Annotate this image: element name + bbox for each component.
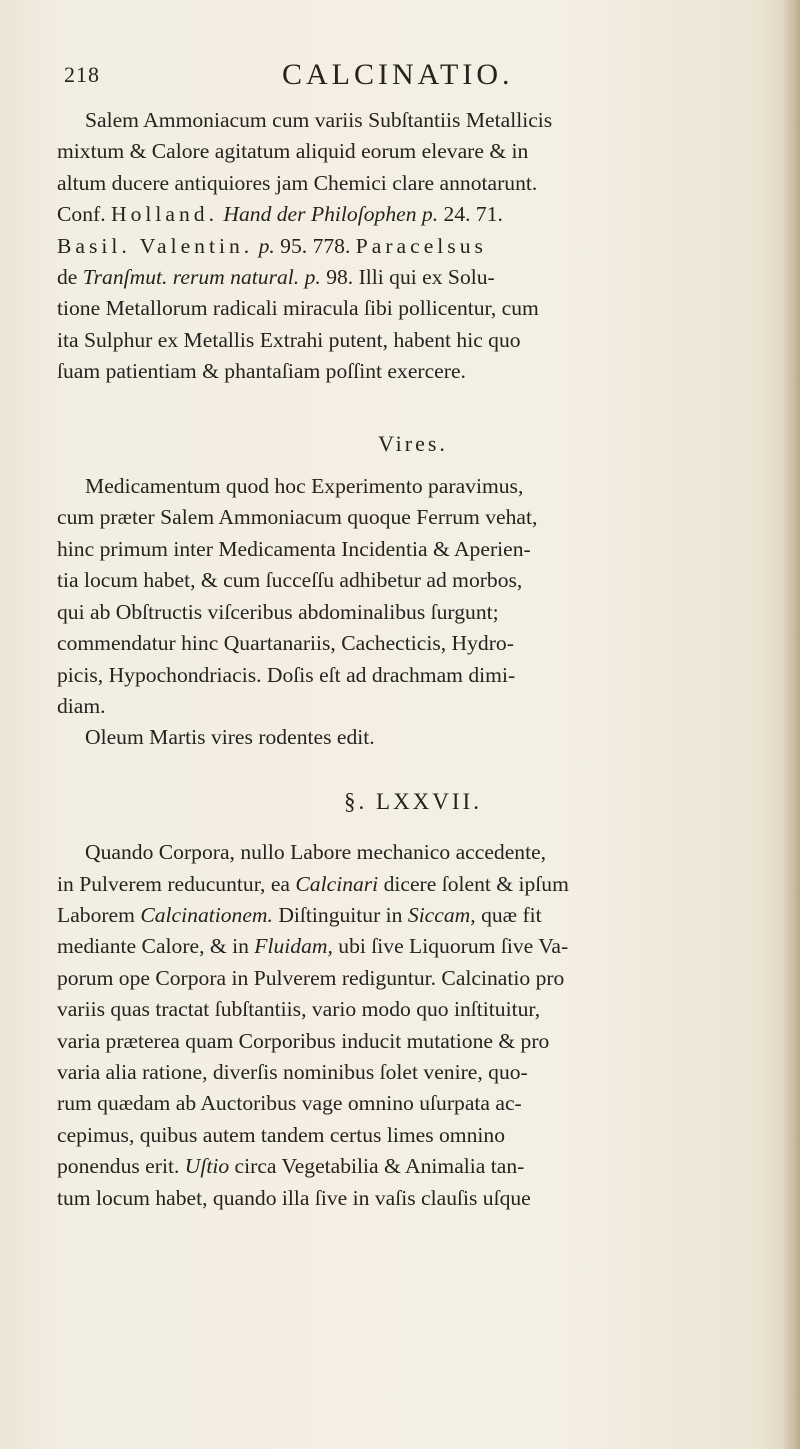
text-span: 24. 71. bbox=[443, 202, 503, 227]
text-span: Conf. bbox=[57, 202, 106, 227]
text-span: p. bbox=[421, 202, 439, 227]
text-span: ponendus erit. bbox=[57, 1154, 180, 1179]
text-line: mixtum & Calore agitatum aliquid eorum elevare & in bbox=[57, 139, 529, 164]
text-span: in Pulverem reducuntur, ea bbox=[57, 871, 290, 896]
text-span: Diſtinguitur in bbox=[278, 902, 403, 927]
text-line: hinc primum inter Medicamenta Incidentia & Aperien- bbox=[57, 536, 531, 561]
text-span: ubi ſive Liquorum ſive Va- bbox=[338, 934, 569, 959]
text-line bbox=[57, 1151, 769, 1182]
text-span: p. bbox=[258, 233, 275, 258]
text-span: dicere ſolent & ipſum bbox=[383, 871, 569, 896]
page-edge-shadow bbox=[782, 0, 800, 1449]
vires-heading: Vires. bbox=[378, 430, 448, 456]
text-line: Medicamentum quod hoc Experimento paravimus, bbox=[85, 474, 524, 499]
text-line bbox=[57, 199, 769, 230]
section-heading: §. LXXVII. bbox=[344, 788, 482, 814]
text-line: ita Sulphur ex Metallis Extrahi putent, habent hic quo bbox=[57, 327, 521, 352]
book-title: Hand der Philoſophen bbox=[223, 202, 417, 227]
page-number: 218 bbox=[64, 62, 100, 87]
paragraph-oleum: Oleum Martis vires rodentes edit. bbox=[85, 725, 375, 750]
text-span: mediante Calore, & in bbox=[57, 934, 249, 959]
body-text bbox=[57, 105, 769, 1214]
text-line bbox=[57, 869, 769, 900]
paragraph-ammoniacum bbox=[57, 105, 769, 388]
text-line: porum ope Corpora in Pulverem rediguntur. Calcinatio pro bbox=[57, 965, 565, 990]
term-calcinari: Calcinari bbox=[295, 871, 379, 896]
text-span: 98. Illi qui ex Solu- bbox=[326, 265, 495, 290]
text-line: Salem Ammoniacum cum variis Subſtantiis Metallicis bbox=[85, 108, 553, 132]
text-line: cepimus, quibus autem tandem certus limes omnino bbox=[57, 1122, 505, 1147]
text-span: 95. 778. bbox=[280, 233, 351, 258]
term-ustio: Uſtio bbox=[184, 1154, 230, 1179]
page-header bbox=[60, 58, 760, 98]
text-line bbox=[57, 900, 769, 931]
text-line bbox=[57, 262, 769, 293]
text-line: varia prӕterea quam Corporibus inducit mutatione & pro bbox=[57, 1028, 550, 1053]
author-name: Basil. Valentin. bbox=[57, 233, 254, 258]
author-name: Holland. bbox=[111, 202, 218, 227]
term-siccam: Siccam, bbox=[407, 902, 476, 927]
text-line: cum præter Salem Ammoniacum quoque Ferrum vehat, bbox=[57, 505, 538, 530]
text-line: tum locum habet, quando illa ſive in vaſis clauſis uſque bbox=[57, 1185, 531, 1210]
book-title: Tranſmut. rerum natural. bbox=[82, 265, 300, 290]
author-name: Paracelsus bbox=[355, 233, 487, 258]
text-line: Quando Corpora, nullo Labore mechanico accedente, bbox=[85, 840, 547, 865]
text-line: diam. bbox=[57, 693, 106, 718]
text-span: Laborem bbox=[57, 902, 135, 927]
text-span: circa Vegetabilia & Animalia tan- bbox=[234, 1154, 525, 1179]
paragraph-calcinatio bbox=[57, 837, 769, 1214]
running-title: CALCINATIO. bbox=[282, 58, 514, 91]
text-line: commendatur hinc Quartanariis, Cachecticis, Hydro- bbox=[57, 631, 514, 656]
term-fluidam: Fluidam, bbox=[254, 934, 333, 959]
text-line bbox=[57, 231, 769, 262]
text-span: p. bbox=[304, 265, 321, 290]
text-line: rum quædam ab Auctoribus vage omnino uſurpata ac- bbox=[57, 1091, 522, 1116]
text-line bbox=[57, 931, 769, 962]
text-span: quæ fit bbox=[481, 902, 542, 927]
text-line: altum ducere antiquiores jam Chemici clare annotarunt. bbox=[57, 170, 538, 195]
text-line: variis quas tractat ſubſtantiis, vario modo quo inſtituitur, bbox=[57, 997, 541, 1022]
text-span: de bbox=[57, 265, 78, 290]
text-line: tione Metallorum radicali miracula ſibi pollicentur, cum bbox=[57, 296, 539, 321]
text-line: ſuam patientiam & phantaſiam poſſint exercere. bbox=[57, 359, 466, 384]
paragraph-medicamentum bbox=[57, 471, 769, 722]
text-line: varia alia ratione, diverſis nominibus ſolet venire, quo- bbox=[57, 1059, 528, 1084]
text-line: picis, Hypochondriacis. Doſis eſt ad drachmam dimi- bbox=[57, 662, 516, 687]
text-line: tia locum habet, & cum ſucceſſu adhibetur ad morbos, bbox=[57, 568, 523, 593]
text-line: qui ab Obſtructis viſceribus abdominalibus ſurgunt; bbox=[57, 599, 499, 624]
term-calcinatio: Calcinationem. bbox=[140, 902, 273, 927]
